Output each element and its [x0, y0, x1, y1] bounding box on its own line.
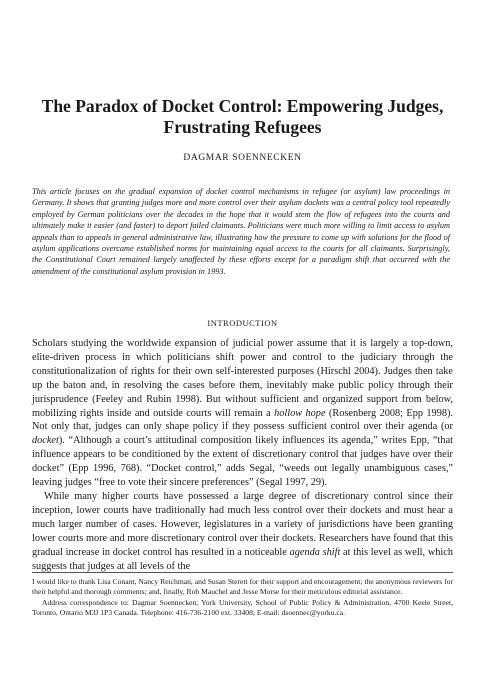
footnote-correspondence: Address correspondence to: Dagmar Soennecken, York University, School of Public Policy & Administration, 4700 Keele Street, Toronto, Ontario M3J 1P3 Canada. Telephone: 416-736-2100 ext. 33408; E-mail: dsoennec@yorku.ca.	[32, 597, 453, 618]
paragraph-2	[32, 490, 453, 573]
body-text	[32, 337, 453, 573]
paragraph-2-text-b: at this level as well, which suggests that judges at all levels of the	[32, 546, 453, 572]
author-name: DAGMAR SOENNECKEN	[183, 153, 302, 163]
article-title: The Paradox of Docket Control: Empowering Judges, Frustrating Refugees	[41, 96, 444, 137]
section-heading: INTRODUCTION	[207, 318, 278, 328]
paragraph-1-text-b: (Rosenberg 2008; Epp 1998). Not only that, judges can only shape policy if they possess sufficient control over their agenda (or	[32, 407, 453, 433]
abstract: This article focuses on the gradual expansion of docket control mechanisms in refugee (or asylum) law proceedings in Germany. It shows that granting judges more and more control over their asylum dockets was a central policy tool repeatedly employed by German politicians over the decades in the hope that it would stem the flow of refugees into the courts and ultimately make it easier (and faster) to deport failed claimants. Politicians were much more willing to limit access to asylum appeals than to appeals in general administrative law, illustrating how the pressure to come up with solutions for the flood of asylum applications overcame established norms for maintaining equal access to the courts for all claimants. Surprisingly, the Constitutional Court remained largely unaffected by these efforts except for a paradigm shift that occurred with the amendment of the constitutional asylum provision in 1993.	[32, 187, 450, 276]
paragraph-1-text-a: Scholars studying the worldwide expansion of judicial power assume that it is largely a top-down, elite-driven process in which politicians shift power and control to the judiciary through the constitutionalization of rights for their own self-interested purposes (Hirschl 2004). Judges then take up the baton and, in resolving the cases before them, inevitably make public policy through their jurisprudence (Feeley and Rubin 1998). But without sufficient and organized support from below, mobilizing rights inside and outside courts will remain a	[32, 338, 453, 419]
paragraph-1	[32, 337, 453, 490]
footnote-divider	[32, 572, 453, 573]
paragraph-1-text-c: ). “Although a court’s attitudinal composition likely influences its agenda,” writes Epp, “that influence appears to be conditioned by the extent of discretionary control that judges have over their docket” (Epp 1996, 768). “Docket control,” adds Segal, “weeds out legally unambiguous cases,” leaving judges “free to vote their sincere preferences” (Segal 1997, 29).	[32, 435, 453, 489]
paragraph-1-emphasis-hollow-hope: hollow hope	[274, 407, 326, 419]
paragraph-1-emphasis-docket: docket	[32, 435, 59, 447]
paragraph-2-emphasis-agenda-shift: agenda shift	[289, 546, 341, 558]
paragraph-2-text-a: While many higher courts have possessed a large degree of discretionary control since their inception, lower courts have traditionally had much less control over their dockets and must hear a much larger number of cases. However, legislatures in a variety of jurisdictions have been granting lower courts more and more discretionary control over their dockets. Researchers have found that this gradual increase in docket control has resulted in a noticeable	[32, 490, 453, 558]
footnote-acknowledgements: I would like to thank Lisa Conant, Nancy Reichman, and Susan Sterett for their support and encouragement; the anonymous reviewers for their helpful and thorough comments; and, finally, Rob Mauchel and Jesse Morse for their meticulous editorial assistance.	[32, 577, 453, 597]
footnotes	[32, 577, 453, 619]
